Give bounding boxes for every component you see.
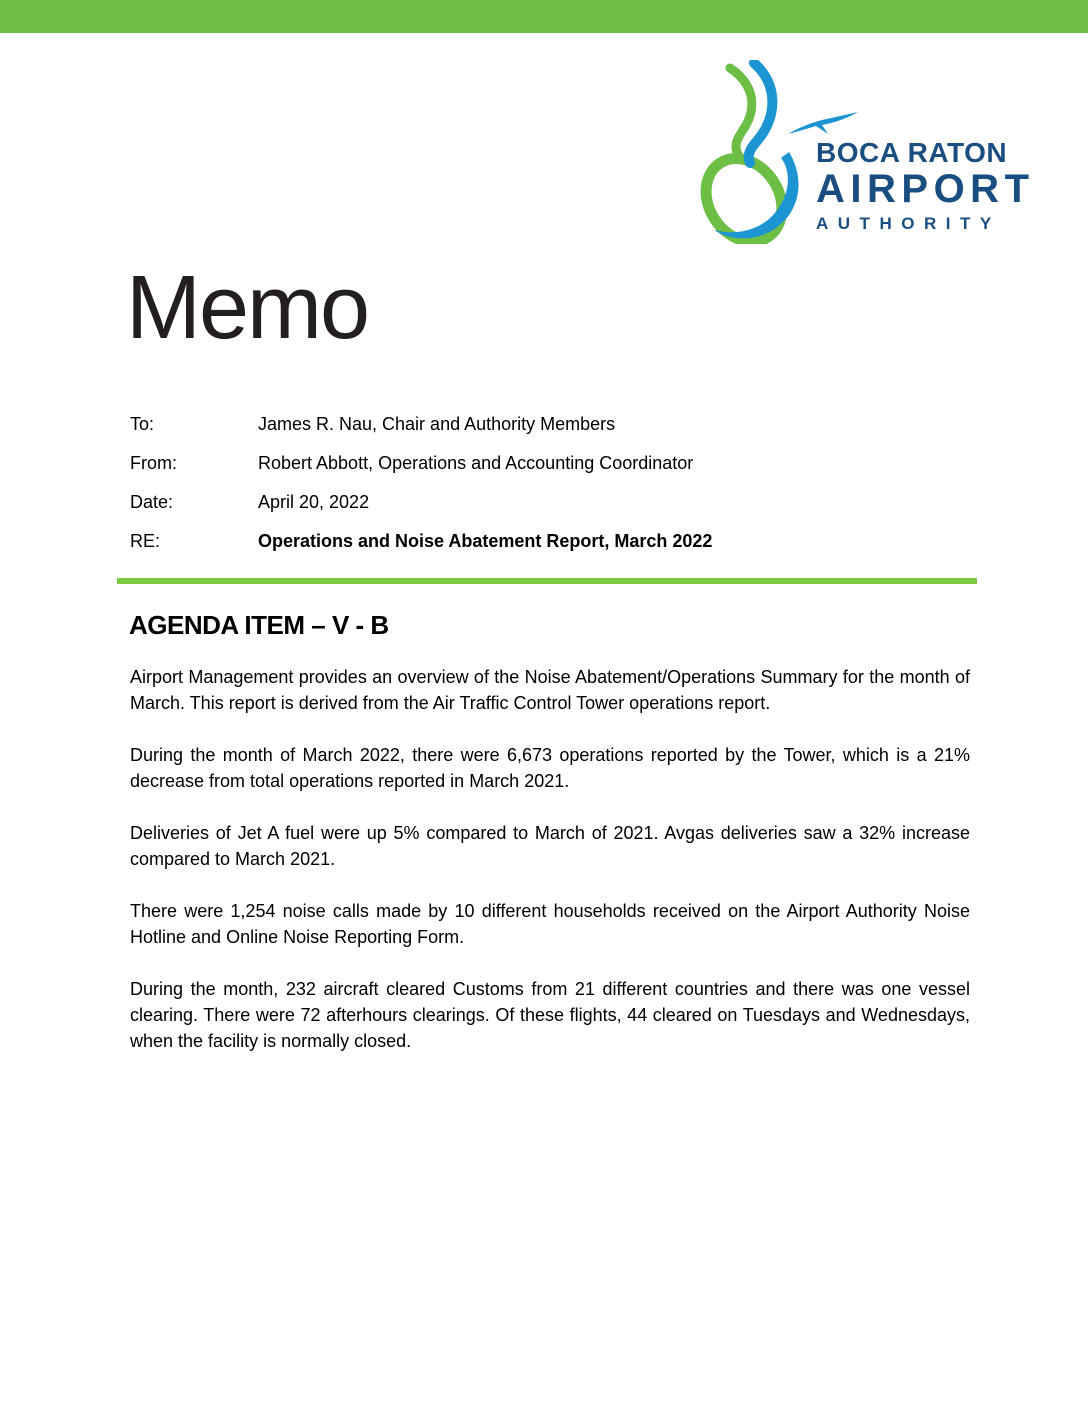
memo-body: [130, 664, 970, 1080]
airport-logo-b-swoosh-icon: [688, 60, 816, 244]
green-divider-rule: [117, 578, 977, 584]
field-label-re: RE:: [130, 531, 161, 551]
field-row-from: [130, 452, 970, 474]
body-paragraph: During the month of March 2022, there were 6,673 operations reported by the Tower, which is a 21% decrease from total operations reported in March 2021.: [130, 745, 970, 791]
field-row-to: [130, 413, 970, 435]
field-row-date: [130, 491, 970, 513]
body-paragraph: Deliveries of Jet A fuel were up 5% compared to March of 2021. Avgas deliveries saw a 32% increase compared to March 2021.: [130, 823, 970, 869]
memo-header-fields: [130, 413, 970, 552]
logo-boca-raton: BOCA RATON: [816, 137, 1008, 168]
field-row-re: [130, 530, 970, 552]
field-value-re: Operations and Noise Abatement Report, March 2022: [258, 531, 713, 551]
logo-wordmark: [816, 137, 1035, 236]
body-paragraph: There were 1,254 noise calls made by 10 different households received on the Airport Authority Noise Hotline and Online Noise Reporting Form.: [130, 901, 970, 947]
agenda-item-heading: AGENDA ITEM – V - B: [129, 610, 389, 640]
field-label-date: Date:: [130, 492, 174, 512]
logo-authority: AUTHORITY: [816, 214, 1001, 233]
body-paragraph: During the month, 232 aircraft cleared Customs from 21 different countries and there was one vessel clearing. There were 72 afterhours clearings. Of these flights, 44 cleared on Tuesdays and Wednesdays, when the facility is normally closed.: [130, 979, 970, 1051]
field-label-from: From:: [130, 453, 177, 473]
boca-raton-airport-authority-logo: [688, 60, 1035, 244]
field-value-from: Robert Abbott, Operations and Accounting Coordinator: [258, 453, 694, 473]
field-value-to: James R. Nau, Chair and Authority Members: [258, 414, 616, 434]
top-green-bar: [0, 0, 1088, 33]
field-label-to: To:: [130, 414, 155, 434]
memo-title: Memo: [126, 258, 369, 358]
logo-airport: AIRPORT: [816, 167, 1035, 211]
body-paragraph: Airport Management provides an overview of the Noise Abatement/Operations Summary for the month of March. This report is derived from the Air Traffic Control Tower operations report.: [130, 667, 970, 713]
field-value-date: April 20, 2022: [258, 492, 370, 512]
green-top-swoosh: [730, 68, 752, 154]
